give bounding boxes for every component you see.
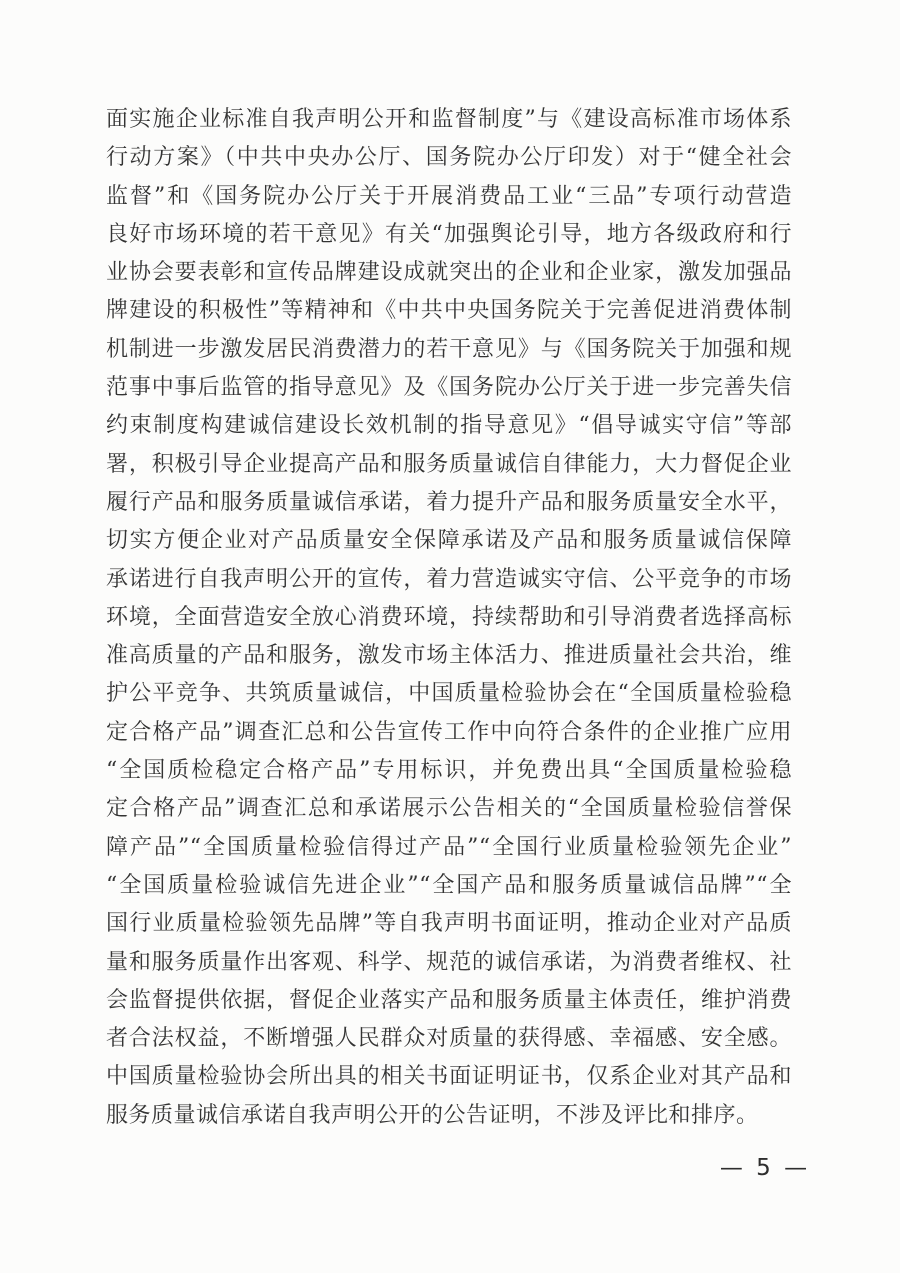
text-line: “全国质量检验诚信先进企业”“全国产品和服务质量诚信品牌”“全 (106, 872, 792, 898)
text-line: 定合格产品”调查汇总和公告宣传工作中向符合条件的企业推广应用 (106, 719, 792, 745)
text-line: 切实方便企业对产品质量安全保障承诺及产品和服务质量诚信保障 (106, 528, 792, 554)
text-line: 牌建设的积极性”等精神和《中共中央国务院关于完善促进消费体制 (106, 298, 792, 324)
text-line: 障产品”“全国质量检验信得过产品”“全国行业质量检验领先企业” (106, 834, 792, 860)
text-line: 定合格产品”调查汇总和承诺展示公告相关的“全国质量检验信誉保 (106, 796, 792, 822)
text-line: 约束制度构建诚信建设长效机制的指导意见》“倡导诚实守信”等部 (106, 413, 792, 439)
text-line: 国行业质量检验领先品牌”等自我声明书面证明，推动企业对产品质 (106, 911, 792, 937)
text-line: 量和服务质量作出客观、科学、规范的诚信承诺，为消费者维权、社 (106, 949, 792, 975)
text-line: 行动方案》（中共中央办公厅、国务院办公厅印发）对于“健全社会 (106, 145, 792, 171)
text-line: 会监督提供依据，督促企业落实产品和服务质量主体责任，维护消费 (106, 987, 792, 1013)
page-number: — 5 — (719, 1155, 811, 1181)
text-line: 者合法权益，不断增强人民群众对质量的获得感、幸福感、安全感。 (106, 1026, 792, 1052)
text-line: 机制进一步激发居民消费潜力的若干意见》与《国务院关于加强和规 (106, 336, 792, 362)
text-line: 监督”和《国务院办公厅关于开展消费品工业“三品”专项行动营造 (106, 183, 792, 209)
text-line: 中国质量检验协会所出具的相关书面证明证书，仅系企业对其产品和 (106, 1064, 792, 1090)
text-line: 履行产品和服务质量诚信承诺，着力提升产品和服务质量安全水平， (106, 489, 792, 515)
body-text (106, 101, 792, 1135)
text-line: 承诺进行自我声明公开的宣传，着力营造诚实守信、公平竞争的市场 (106, 566, 792, 592)
text-line: 环境，全面营造安全放心消费环境，持续帮助和引导消费者选择高标 (106, 604, 792, 630)
text-line: 准高质量的产品和服务，激发市场主体活力、推进质量社会共治，维 (106, 643, 792, 669)
text-line: 面实施企业标准自我声明公开和监督制度”与《建设高标准市场体系 (106, 107, 792, 132)
text-line: 服务质量诚信承诺自我声明公开的公告证明，不涉及评比和排序。 (106, 1102, 759, 1128)
text-line: 业协会要表彰和宣传品牌建设成就突出的企业和企业家，激发加强品 (106, 260, 792, 286)
text-line: 良好市场环境的若干意见》有关“加强舆论引导，地方各级政府和行 (106, 221, 792, 247)
text-line: 署，积极引导企业提高产品和服务质量诚信自律能力，大力督促企业 (106, 451, 792, 477)
text-line: 范事中事后监管的指导意见》及《国务院办公厅关于进一步完善失信 (106, 375, 792, 401)
text-line: 护公平竞争、共筑质量诚信，中国质量检验协会在“全国质量检验稳 (106, 681, 792, 707)
text-line: “全国质检稳定合格产品”专用标识，并免费出具“全国质量检验稳 (106, 758, 792, 784)
